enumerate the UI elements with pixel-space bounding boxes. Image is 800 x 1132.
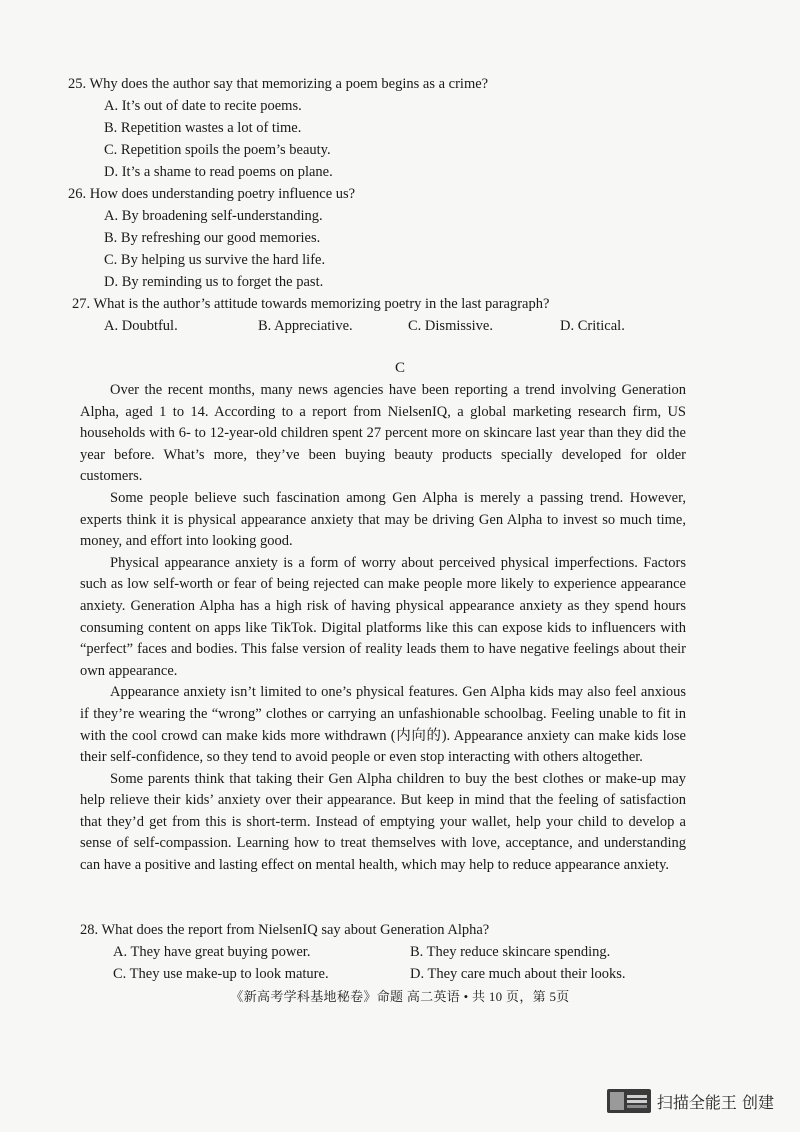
reading-passage bbox=[80, 380, 686, 877]
passage-paragraph-3: Physical appearance anxiety is a form of worry about perceived physical imperfections. Factors such as low self-worth or fear of being rejected can make people more likely to experience appearance anxiety. Generation Alpha has a high risk of having physical appearance anxiety as they spend hours consuming content on apps like TikTok. Digital platforms like this can expose kids to influencers with “perfect” faces and bodies. This false version of reality leads them to have negative feelings about their own appearance. bbox=[80, 554, 686, 679]
question-25-stem: 25. Why does the author say that memorizing a poem begins as a crime? bbox=[68, 76, 489, 92]
question-27-option-d: D. Critical. bbox=[560, 318, 625, 334]
question-28-stem: 28. What does the report from NielsenIQ say about Generation Alpha? bbox=[80, 922, 490, 938]
question-27-option-b: B. Appreciative. bbox=[258, 318, 353, 334]
page-footer: 《新高考学科基地秘卷》命题 高二英语 • 共 10 页，第 5页 bbox=[230, 989, 570, 1004]
question-26-option-a: A. By broadening self-understanding. bbox=[104, 208, 323, 224]
question-25-option-d: D. It’s a shame to read poems on plane. bbox=[104, 164, 333, 180]
question-26-option-d: D. By reminding us to forget the past. bbox=[104, 274, 324, 290]
question-26-stem: 26. How does understanding poetry influence us? bbox=[68, 186, 356, 202]
question-28-option-a: A. They have great buying power. bbox=[113, 944, 311, 960]
question-27-stem: 27. What is the author’s attitude towards memorizing poetry in the last paragraph? bbox=[72, 296, 550, 312]
passage-paragraph-5: Some parents think that taking their Gen Alpha children to buy the best clothes or make-up may help relieve their kids’ anxiety over their appearance. But keep in mind that the feeling of satisfaction that they’d get from this is short-term. Instead of emptying your wallet, help your child to develop a sense of self-compassion. Learning how to treat themselves with love, acceptance, and understanding can have a positive and lasting effect on mental health, which may help to reduce appearance anxiety. bbox=[80, 770, 686, 874]
watermark-text: 扫描全能王 创建 bbox=[656, 1092, 774, 1112]
section-letter: C bbox=[394, 360, 405, 376]
question-27-option-a: A. Doubtful. bbox=[104, 318, 178, 334]
passage-paragraph-2: Some people believe such fascination among Gen Alpha is merely a passing trend. However, experts think it is physical appearance anxiety that may be driving Gen Alpha to invest so much time, money, and effort into looking good. bbox=[80, 489, 686, 550]
passage-paragraph-4: Appearance anxiety isn’t limited to one’s physical features. Gen Alpha kids may also feel anxious if they’re wearing the “wrong” clothes or carrying an unfashionable schoolbag. Feeling unable to fit in with the cool crowd can make kids more withdrawn (内向的). Appearance anxiety can make kids lose their self-confidence, so they tend to avoid people or even stop interacting with others altogether. bbox=[80, 684, 686, 766]
scanner-watermark bbox=[607, 1088, 774, 1114]
question-28-option-d: D. They care much about their looks. bbox=[410, 966, 626, 982]
question-28-option-c: C. They use make-up to look mature. bbox=[113, 966, 329, 982]
question-25-option-c: C. Repetition spoils the poem’s beauty. bbox=[104, 142, 331, 158]
question-26-option-c: C. By helping us survive the hard life. bbox=[104, 252, 326, 268]
passage-paragraph-1: Over the recent months, many news agencies have been reporting a trend involving Generation Alpha, aged 1 to 14. According to a report from NielsenIQ, a global marketing research firm, US households with 6- to 12-year-old children spent 27 percent more on skincare last year than they did the year before. What’s more, they’ve been buying beauty products specially developed for older customers. bbox=[80, 382, 686, 485]
question-26-option-b: B. By refreshing our good memories. bbox=[104, 230, 321, 246]
question-25-option-b: B. Repetition wastes a lot of time. bbox=[104, 120, 302, 136]
question-28-option-b: B. They reduce skincare spending. bbox=[410, 944, 611, 960]
question-25-option-a: A. It’s out of date to recite poems. bbox=[104, 98, 302, 114]
question-27-option-c: C. Dismissive. bbox=[408, 318, 493, 334]
scanner-app-logo-icon bbox=[607, 1089, 651, 1113]
